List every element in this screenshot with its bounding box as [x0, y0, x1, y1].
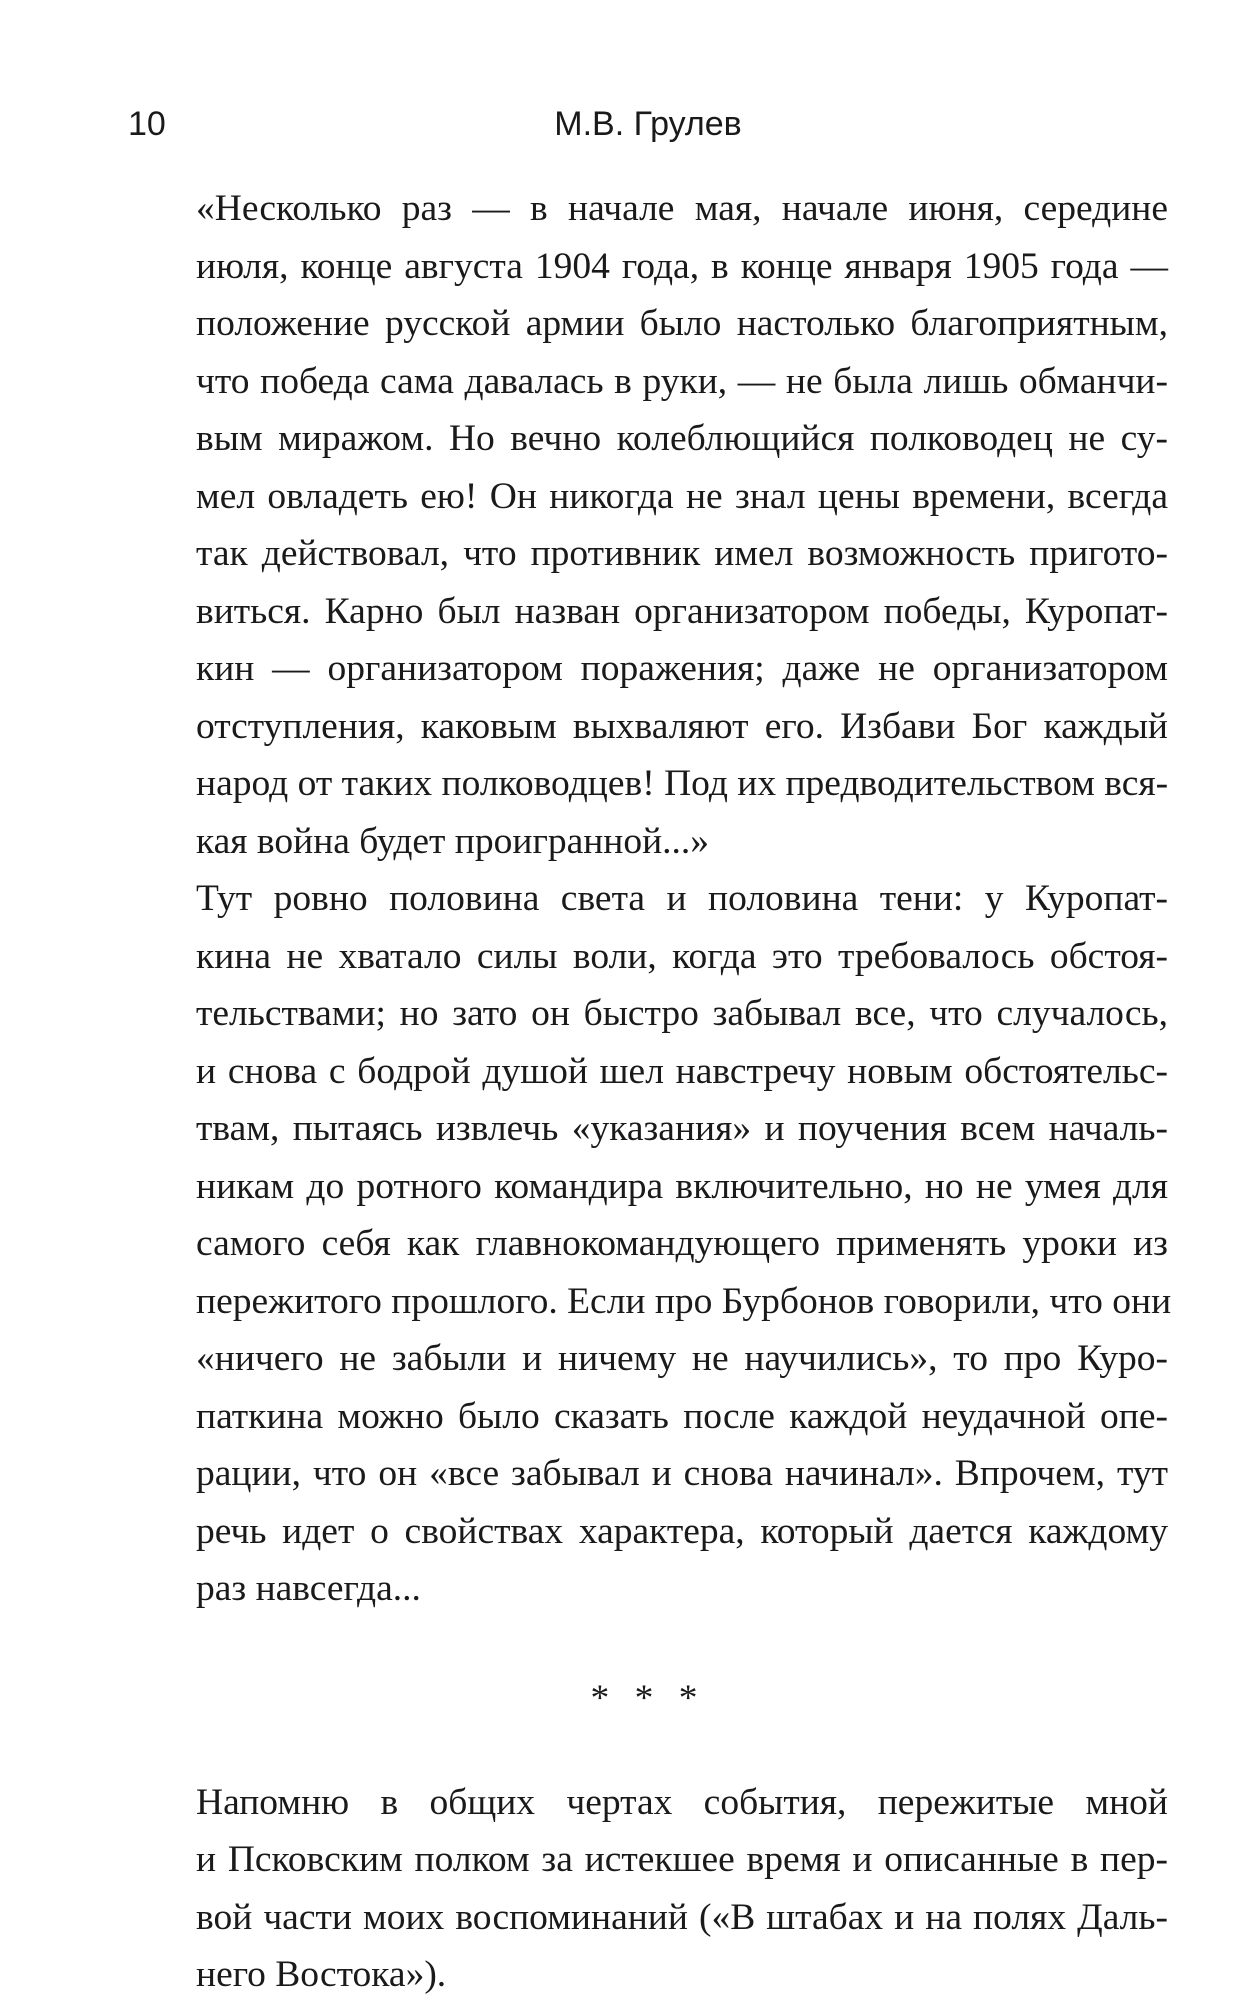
text-line: вым миражом. Но вечно колеблющийся полководец не су- [196, 418, 1168, 459]
text-line: тельствами; но зато он быстро забывал все, что случалось, [196, 993, 1168, 1034]
text-line: кин — организатором поражения; даже не организатором [196, 648, 1168, 689]
paragraph-quote [128, 180, 1168, 870]
spacer [128, 1722, 1168, 1774]
text-line: июля, конце августа 1904 года, в конце января 1905 года — [196, 245, 1168, 287]
page-number: 10 [128, 105, 166, 143]
text-line: виться. Карно был назван организатором победы, Куропат- [196, 590, 1168, 632]
text-line: Тут ровно половина света и половина тени: у Куропат- [196, 878, 1168, 919]
paragraph-closing [128, 1774, 1168, 2004]
text-line: кая война будет проигранной...» [196, 820, 710, 862]
text-line: и Псковским полком за истекшее время и описанные в пер- [196, 1839, 1168, 1880]
text-line: положение русской армии было настолько благоприятным, [196, 303, 1168, 344]
text-line: народ от таких полководцев! Под их предводительством вся- [196, 763, 1169, 804]
text-line: самого себя как главнокомандующего применять уроки из [196, 1223, 1168, 1264]
text-line: отступления, каковым выхваляют его. Избави Бог каждый [196, 705, 1168, 747]
text-line: никам до ротного командира включительно, но не умея для [196, 1165, 1168, 1207]
text-line: речь идет о свойствах характера, который дается каждому [196, 1510, 1168, 1552]
running-head-author: М.В. Грулев [554, 105, 742, 143]
text-line: пережитого прошлого. Если про Бурбонов говорили, что они [196, 1280, 1172, 1322]
text-line: вой части моих воспоминаний («В штабах и на полях Даль- [196, 1896, 1168, 1938]
text-line: так действовал, что противник имел возможность пригото- [196, 533, 1168, 574]
text-line: и снова с бодрой душой шел навстречу новым обстоятельс- [196, 1050, 1168, 1092]
text-line: мел овладеть ею! Он никогда не знал цены времени, всегда [196, 475, 1168, 517]
paragraph-commentary [128, 870, 1172, 1618]
body-text [128, 180, 1172, 2004]
text-line: рации, что он «все забывал и снова начинал». Впрочем, тут [196, 1453, 1168, 1494]
text-line: «Несколько раз — в начале мая, начале июня, середине [196, 188, 1168, 229]
text-line: паткина можно было сказать после каждой неудачной опе- [196, 1395, 1168, 1437]
text-line: «ничего не забыли и ничему не научились», то про Куро- [196, 1338, 1168, 1379]
text-line: что победа сама давалась в руки, — не была лишь обманчи- [196, 360, 1168, 402]
text-line: Напомню в общих чертах события, пережитые мной [196, 1781, 1168, 1823]
text-line: него Востока»). [196, 1954, 447, 1995]
text-line: кина не хватало силы воли, когда это требовалось обстоя- [196, 935, 1168, 977]
running-head [128, 102, 1168, 146]
spacer [128, 1618, 1168, 1676]
section-separator: * * * [590, 1677, 706, 1719]
text-line: твам, пытаясь извлечь «указания» и поучения всем началь- [196, 1108, 1168, 1149]
text-line: раз навсегда... [196, 1568, 421, 1609]
